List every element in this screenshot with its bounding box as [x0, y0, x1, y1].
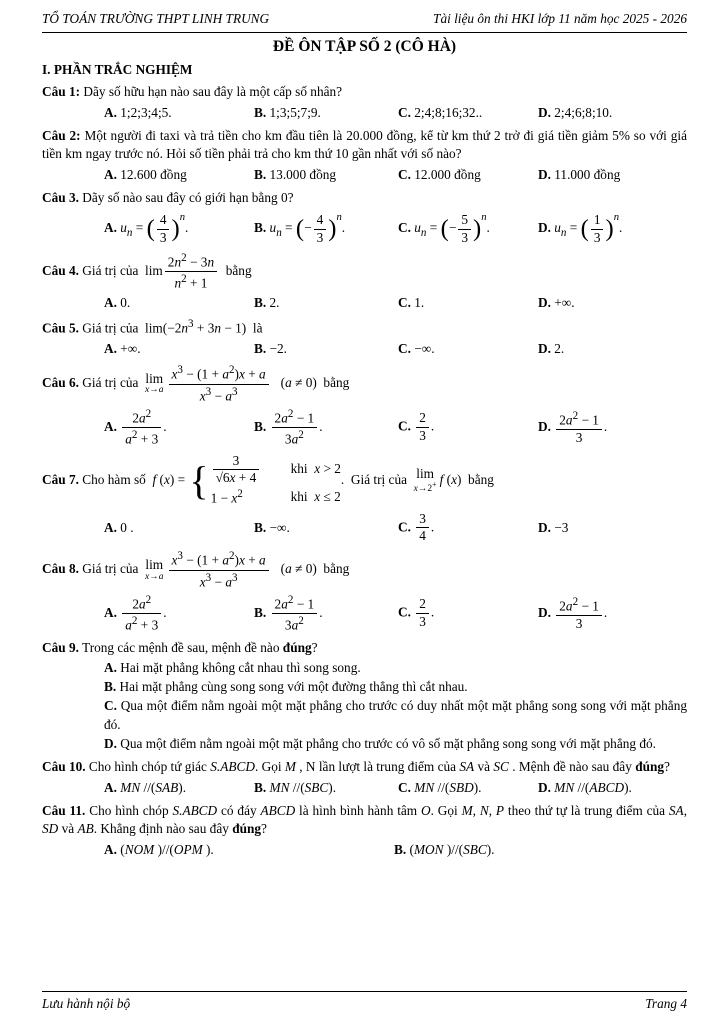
question-text: Câu 9. Trong các mệnh đề sau, mệnh đề nào đúng?: [42, 639, 318, 655]
question-text: Câu 2: Một người đi taxi và trả tiền cho km đầu tiên là 20.000 đồng, kể từ km thứ 2 trở đi giá tiền giảm 5% so với giá tiền km ngay trước nó. Hỏi số tiền phải trả cho km thứ 10 gần nhất với số nào?: [42, 127, 687, 162]
option-key: C.: [398, 167, 411, 183]
option-c: C. $\frac{2}{3}$ .: [398, 596, 435, 630]
option-key: A.: [104, 519, 117, 535]
question-1: [42, 83, 687, 123]
option-a: A. (NOM )//(OPM ).: [104, 842, 214, 858]
option-key: C.: [398, 341, 411, 357]
option-key: D.: [538, 418, 551, 434]
option-key: B.: [254, 220, 267, 236]
option-b: B. Hai mặt phẳng cùng song song với một đường thẳng thì cắt nhau.: [104, 679, 468, 695]
question-7: [42, 453, 687, 546]
question-label: Câu 10.: [42, 758, 86, 774]
question-text: Câu 8. Giá trị của lim x→a $\frac{x^3 - (1 + a^2)x + a}{x^3 - a^3}$ (a ≠ 0) bằng: [42, 550, 350, 590]
options-row: [104, 166, 687, 185]
option-key: B.: [254, 519, 267, 535]
question-label: Câu 6.: [42, 375, 79, 391]
option-key: D.: [538, 519, 551, 535]
option-a: A. $\frac{2a^2}{a^2 + 3}$ .: [104, 593, 167, 633]
question-label: Câu 3.: [42, 190, 79, 206]
header-left-text: TỔ TOÁN TRƯỜNG THPT LINH TRUNG: [42, 11, 270, 26]
option-a: A. +∞.: [104, 341, 141, 357]
option-b: B. MN //(SBC).: [254, 779, 337, 795]
option-key: A.: [104, 341, 117, 357]
question-text: Câu 5. Giá trị của $\lim(-2n^3 + 3n - 1)$ là: [42, 318, 263, 336]
option-key: B.: [254, 167, 267, 183]
option-key: A.: [104, 660, 117, 676]
options-row: [104, 294, 687, 313]
question-3: [42, 189, 687, 246]
option-a: A. 0 .: [104, 519, 134, 535]
option-d: D. Qua một điểm nằm ngoài một mặt phẳng cho trước có vô số mặt phẳng song song với mặt phẳng đó.: [104, 735, 656, 751]
option-key: C.: [398, 295, 411, 311]
question-label: Câu 9.: [42, 639, 79, 655]
option-key: A.: [104, 418, 117, 434]
question-label: Câu 7.: [42, 471, 79, 487]
option-key: D.: [538, 604, 551, 620]
option-key: D.: [104, 735, 117, 751]
option-c: C. $u_n$ = (− $\frac{5}{3}$ )$^n$.: [398, 211, 490, 245]
options-row: [104, 210, 687, 247]
option-key: D.: [538, 167, 551, 183]
options-row: [104, 104, 687, 123]
option-d: D. 2.: [538, 341, 565, 357]
question-2: [42, 127, 687, 186]
question-5: [42, 317, 687, 359]
option-c: C. MN //(SBD).: [398, 779, 482, 795]
option-b: B. (MON )//(SBC).: [394, 842, 495, 858]
options-row: [104, 593, 687, 635]
option-key: D.: [538, 295, 551, 311]
question-text: Câu 6. Giá trị của lim x→a $\frac{x^3 - (1 + a^2)x + a}{x^3 - a^3}$ (a ≠ 0) bằng: [42, 364, 350, 403]
option-key: A.: [104, 604, 117, 620]
option-c: C. 2;4;8;16;32..: [398, 104, 483, 120]
option-key: A.: [104, 220, 117, 236]
section-heading: I. PHẦN TRẮC NGHIỆM: [42, 61, 193, 77]
option-key: A.: [104, 842, 117, 858]
options-row: [104, 779, 687, 798]
option-key: B.: [254, 104, 267, 120]
option-key: C.: [398, 604, 411, 620]
option-key: C.: [398, 519, 411, 535]
question-text: Câu 7. Cho hàm số f (x) = { $\frac{3}{√6x + 4}$ khi x > 2 $1 - x^2$ khi x ≤ 2 . Giá trị của lim x→2+ f (x) bằng: [42, 452, 494, 506]
option-a: A. 12.600 đồng: [104, 167, 187, 183]
option-b: B. 1;3;5;7;9.: [254, 104, 321, 120]
option-a: A. 1;2;3;4;5.: [104, 104, 172, 120]
option-key: C.: [104, 698, 117, 714]
question-label: Câu 2:: [42, 127, 81, 143]
question-label: Câu 4.: [42, 262, 79, 278]
option-key: D.: [538, 341, 551, 357]
question-label: Câu 5.: [42, 320, 79, 336]
option-c: C. $\frac{2}{3}$ .: [398, 410, 435, 444]
question-text: Câu 11. Cho hình chóp S.ABCD có đáy ABCD là hình bình hành tâm O. Gọi M, N, P theo thứ tự là trung điểm của SA, SD và AB. Khẳng định nào sau đây đúng?: [42, 802, 688, 837]
option-a: A. $u_n$ = ( $\frac{4}{3}$ )$^n$.: [104, 211, 189, 245]
option-d: D. $\frac{2a^2 - 1}{3}$ .: [538, 595, 608, 631]
option-c: C. $\frac{3}{4}$ .: [398, 510, 435, 544]
question-9: [42, 639, 687, 754]
option-d: D. MN //(ABCD).: [538, 779, 632, 795]
question-text: Câu 1: Dãy số hữu hạn nào sau đây là một cấp số nhân?: [42, 83, 343, 99]
option-key: D.: [538, 779, 551, 795]
option-key: C.: [398, 418, 411, 434]
option-key: B.: [254, 779, 267, 795]
option-key: B.: [254, 418, 267, 434]
question-8: [42, 549, 687, 634]
question-6: [42, 363, 687, 448]
document-footer: [42, 991, 687, 1014]
option-key: C.: [398, 104, 411, 120]
option-d: D. $\frac{2a^2 - 1}{3}$ .: [538, 409, 608, 445]
option-key: D.: [538, 104, 551, 120]
options-row: [104, 407, 687, 449]
options-row: [104, 841, 687, 860]
option-key: A.: [104, 779, 117, 795]
header-right-text: Tài liệu ôn thi HKI lớp 11 năm học 2025 - 2026: [433, 11, 687, 26]
option-d: D. +∞.: [538, 295, 575, 311]
option-key: B.: [104, 679, 117, 695]
question-text: Câu 3. Dãy số nào sau đây có giới hạn bằng 0?: [42, 190, 294, 206]
options-row: [104, 340, 687, 359]
option-a: A. MN //(SAB).: [104, 779, 187, 795]
options-row: [104, 511, 687, 546]
option-b: B. $\frac{2a^2 - 1}{3a^2}$ .: [254, 593, 323, 633]
question-label: Câu 1:: [42, 83, 81, 99]
option-key: B.: [254, 295, 267, 311]
option-d: D. 11.000 đồng: [538, 167, 621, 183]
footer-left-text: Lưu hành nội bộ: [42, 996, 131, 1012]
option-a: A. $\frac{2a^2}{a^2 + 3}$ .: [104, 407, 167, 447]
option-key: C.: [398, 779, 411, 795]
option-key: D.: [538, 220, 551, 236]
option-key: B.: [254, 341, 267, 357]
question-list: [42, 83, 687, 864]
option-b: B. −∞.: [254, 519, 290, 535]
document-header: [42, 10, 687, 33]
option-key: B.: [254, 604, 267, 620]
question-11: [42, 802, 687, 861]
option-d: D. 2;4;6;8;10.: [538, 104, 613, 120]
option-b: B. −2.: [254, 341, 287, 357]
option-b: B. 2.: [254, 295, 280, 311]
option-c: C. −∞.: [398, 341, 435, 357]
question-label: Câu 11.: [42, 802, 86, 818]
option-d: D. $u_n$ = ( $\frac{1}{3}$ )$^n$.: [538, 211, 623, 245]
question-label: Câu 8.: [42, 561, 79, 577]
option-c: C. 12.000 đồng: [398, 167, 481, 183]
question-4: [42, 251, 687, 314]
option-b: B. $\frac{2a^2 - 1}{3a^2}$ .: [254, 407, 323, 447]
option-b: B. $u_n$ = (− $\frac{4}{3}$ )$^n$.: [254, 211, 346, 245]
question-text: Câu 10. Cho hình chóp tứ giác S.ABCD. Gọi M , N lần lượt là trung điểm của SA và SC . Mệnh đề nào sau đây đúng?: [42, 758, 670, 774]
footer-right-text: Trang 4: [645, 996, 687, 1012]
option-key: A.: [104, 167, 117, 183]
option-key: B.: [394, 842, 407, 858]
option-d: D. −3: [538, 519, 569, 535]
option-b: B. 13.000 đồng: [254, 167, 337, 183]
option-a: A. 0.: [104, 295, 131, 311]
option-a: A. Hai mặt phẳng không cắt nhau thì song song.: [104, 660, 361, 676]
option-key: A.: [104, 295, 117, 311]
option-key: A.: [104, 104, 117, 120]
option-c: C. Qua một điểm nằm ngoài một mặt phẳng cho trước có duy nhất một mặt phẳng song song với mặt phẳng đó.: [104, 698, 687, 733]
options-row: [104, 659, 687, 753]
option-key: C.: [398, 220, 411, 236]
page-title: ĐỀ ÔN TẬP SỐ 2 (CÔ HÀ): [272, 37, 457, 55]
question-text: Câu 4. Giá trị của lim $\frac{2n^2 - 3n}{n^2 + 1}$ bằng: [42, 251, 252, 291]
question-10: [42, 758, 687, 798]
option-c: C. 1.: [398, 295, 425, 311]
